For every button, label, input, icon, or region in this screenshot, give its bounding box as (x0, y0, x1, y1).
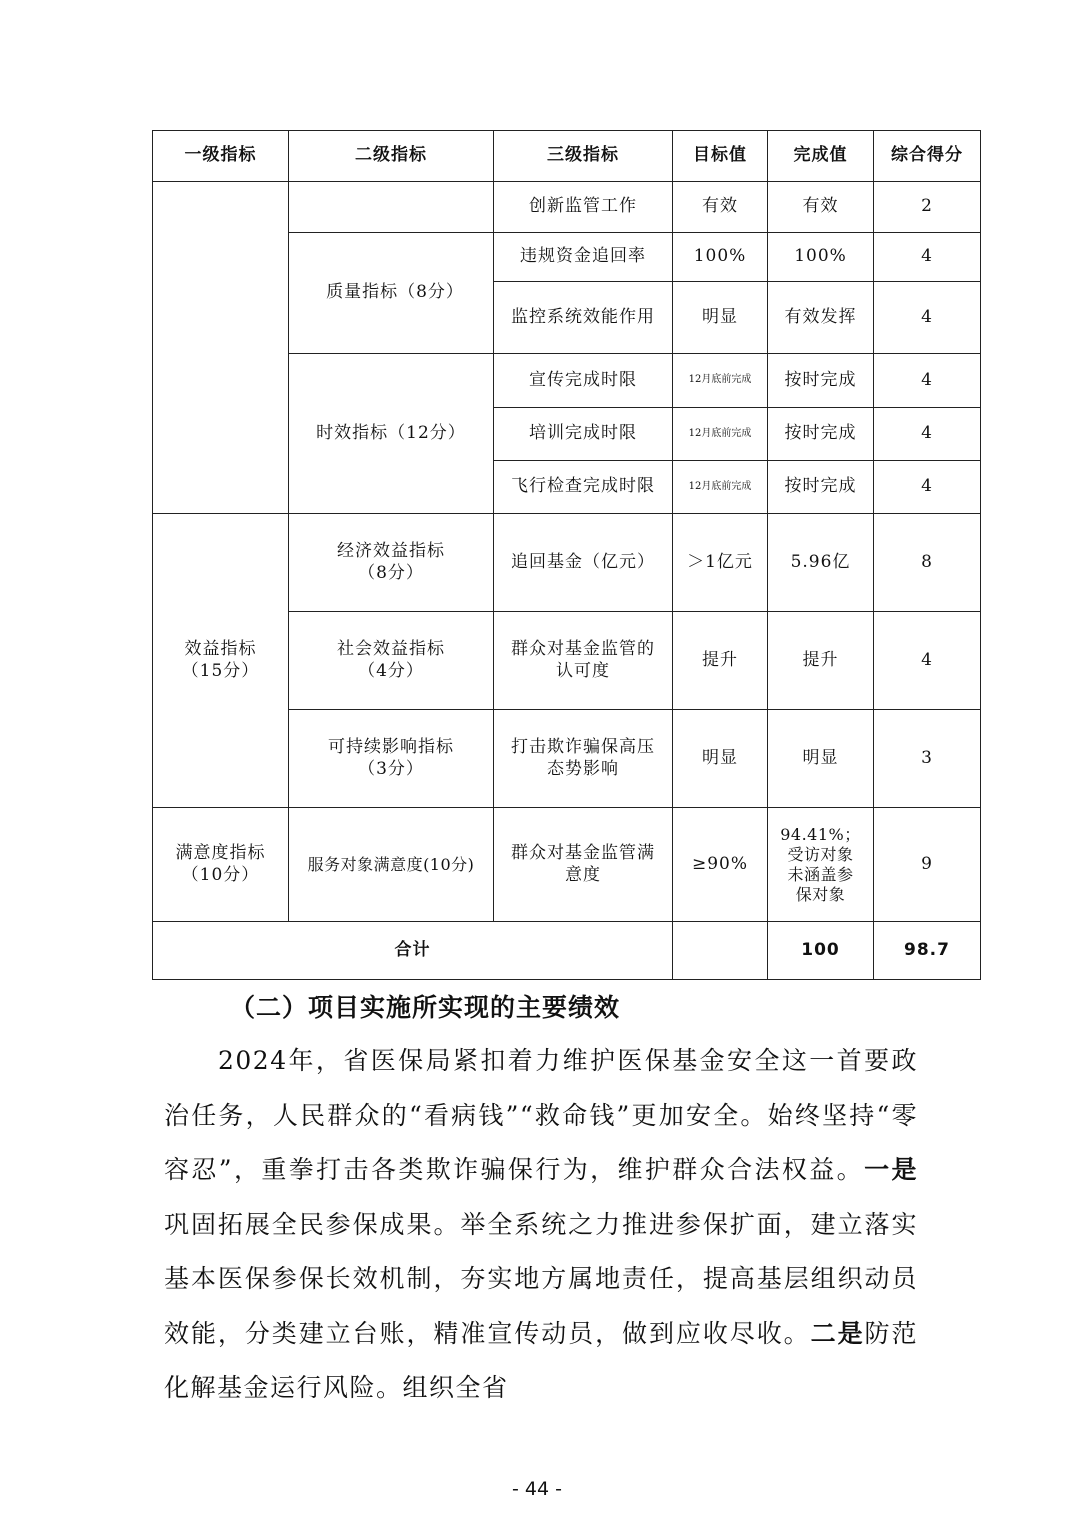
target-cell: ≥90% (673, 808, 768, 922)
done-cell: 有效发挥 (768, 282, 874, 354)
score-cell: 4 (874, 408, 981, 461)
sustain-points: （3分） (358, 758, 424, 779)
target-cell: 12月底前完成 (673, 408, 768, 461)
satisfaction-points: （10分） (181, 864, 260, 885)
level3-line: 打击欺诈骗保高压 (511, 737, 655, 758)
performance-indicator-table (152, 130, 981, 980)
level3-line: 群众对基金监管的 (511, 639, 655, 660)
target-cell: 提升 (673, 612, 768, 710)
section-heading: （二）项目实施所实现的主要绩效 (230, 993, 621, 1022)
body-paragraph (164, 1034, 918, 1416)
done-cell: 100% (768, 233, 874, 282)
benefit-name: 效益指标 (184, 639, 257, 660)
target-cell: 明显 (673, 282, 768, 354)
header-target: 目标值 (673, 131, 768, 182)
timeliness-indicator-cell: 时效指标（12分） (289, 354, 494, 514)
score-cell: 9 (874, 808, 981, 922)
level3-cell: 监控系统效能作用 (494, 282, 673, 354)
done-cell (768, 808, 874, 922)
total-done: 100 (768, 922, 874, 980)
sustain-indicator-cell (289, 710, 494, 808)
economic-indicator-cell (289, 514, 494, 612)
total-target (673, 922, 768, 980)
level3-cell: 宣传完成时限 (494, 354, 673, 408)
total-label: 合计 (153, 922, 673, 980)
social-points: （4分） (358, 660, 424, 681)
target-cell: ＞1亿元 (673, 514, 768, 612)
level3-line: 认可度 (556, 660, 610, 681)
done-cell: 5.96亿 (768, 514, 874, 612)
level3-line: 意度 (565, 864, 601, 885)
table-row (153, 808, 981, 922)
social-indicator-cell (289, 612, 494, 710)
done-cell: 有效 (768, 182, 874, 233)
score-cell: 4 (874, 461, 981, 514)
score-cell: 4 (874, 282, 981, 354)
score-cell: 3 (874, 710, 981, 808)
sustain-name: 可持续影响指标 (328, 737, 454, 758)
paragraph-text: 2024年，省医保局紧扣着力维护医保基金安全这一首要政治任务，人民群众的“看病钱”“救命钱”更加安全。始终坚持“零容忍”，重拳打击各类欺诈骗保行为，维护群众合法权益。 (164, 1046, 918, 1184)
table-total-row (153, 922, 981, 980)
social-name: 社会效益指标 (337, 639, 445, 660)
header-level3: 三级指标 (494, 131, 673, 182)
done-line: 保对象 (795, 884, 846, 904)
done-line: 94.41%； (780, 824, 861, 844)
done-cell: 按时完成 (768, 461, 874, 514)
done-cell: 按时完成 (768, 354, 874, 408)
target-cell: 100% (673, 233, 768, 282)
level2-empty-cell (289, 182, 494, 233)
score-cell: 8 (874, 514, 981, 612)
level3-cell (494, 710, 673, 808)
header-level2: 二级指标 (289, 131, 494, 182)
level1-empty-cell (153, 182, 289, 514)
done-cell: 明显 (768, 710, 874, 808)
target-cell: 12月底前完成 (673, 354, 768, 408)
level3-cell (494, 808, 673, 922)
table-header-row (153, 131, 981, 182)
table-row (153, 514, 981, 612)
level3-cell: 飞行检查完成时限 (494, 461, 673, 514)
benefit-points: （15分） (181, 660, 260, 681)
total-score: 98.7 (874, 922, 981, 980)
level3-line: 群众对基金监管满 (511, 843, 655, 864)
done-line: 未涵盖参 (787, 864, 854, 884)
service-satisfaction-cell: 服务对象满意度(10分) (289, 808, 494, 922)
economic-name: 经济效益指标 (337, 541, 445, 562)
done-cell: 提升 (768, 612, 874, 710)
level3-cell: 追回基金（亿元） (494, 514, 673, 612)
header-score: 综合得分 (874, 131, 981, 182)
done-cell: 按时完成 (768, 408, 874, 461)
header-done: 完成值 (768, 131, 874, 182)
benefit-indicator-cell (153, 514, 289, 808)
keyword-first: 一是 (864, 1155, 918, 1184)
done-line: 受访对象 (787, 844, 854, 864)
score-cell: 4 (874, 233, 981, 282)
keyword-second: 二是 (810, 1318, 865, 1348)
target-cell: 明显 (673, 710, 768, 808)
table-row (153, 182, 981, 233)
level3-line: 态势影响 (547, 758, 619, 779)
quality-indicator-cell: 质量指标（8分） (289, 233, 494, 354)
satisfaction-name: 满意度指标 (175, 843, 266, 864)
economic-points: （8分） (358, 562, 424, 583)
score-cell: 4 (874, 354, 981, 408)
target-cell: 有效 (673, 182, 768, 233)
paragraph-text: 巩固拓展全民参保成果。举全系统之力推进参保扩面，建立落实基本医保参保长效机制，夯实地方属地责任，提高基层组织动员效能，分类建立台账，精准宣传动员，做到应收尽收。 (164, 1209, 918, 1348)
level3-cell: 培训完成时限 (494, 408, 673, 461)
page-number: - 44 - (512, 1478, 562, 1500)
paragraph-text: 防范化解基金运行风险。组织全省 (164, 1318, 918, 1402)
score-cell: 2 (874, 182, 981, 233)
level3-cell: 创新监管工作 (494, 182, 673, 233)
score-cell: 4 (874, 612, 981, 710)
target-cell: 12月底前完成 (673, 461, 768, 514)
satisfaction-indicator-cell (153, 808, 289, 922)
level3-cell (494, 612, 673, 710)
level3-cell: 违规资金追回率 (494, 233, 673, 282)
header-level1: 一级指标 (153, 131, 289, 182)
